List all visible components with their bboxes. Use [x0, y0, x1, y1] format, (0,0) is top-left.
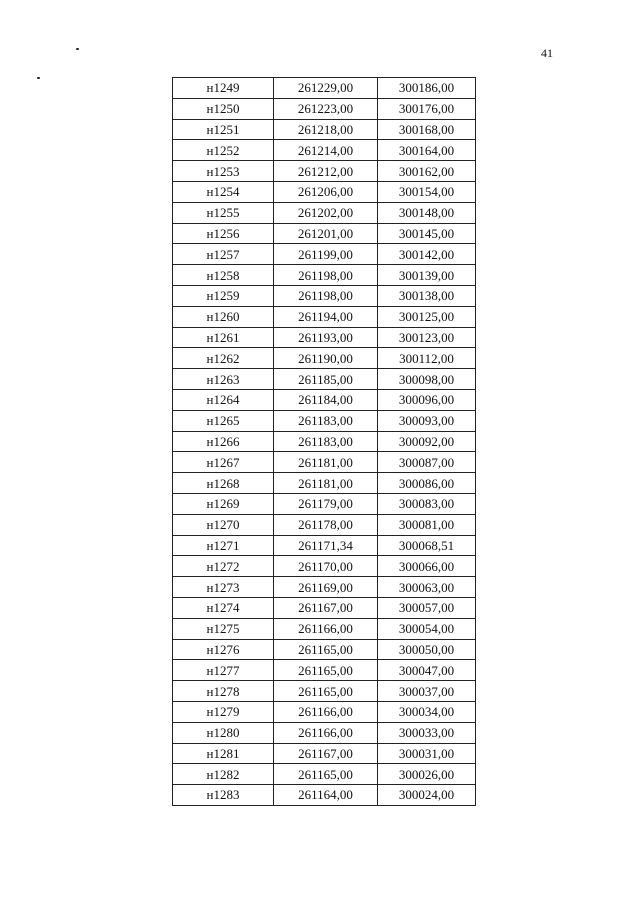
y-coordinate-cell: 300037,00 [378, 681, 476, 702]
y-coordinate-cell: 300123,00 [378, 327, 476, 348]
point-id-cell: н1269 [173, 493, 274, 514]
x-coordinate-cell: 261167,00 [274, 743, 378, 764]
table-row [173, 618, 476, 639]
point-id-cell: н1249 [173, 78, 274, 99]
x-coordinate-cell: 261167,00 [274, 597, 378, 618]
point-id-cell: н1280 [173, 722, 274, 743]
point-id-cell: н1261 [173, 327, 274, 348]
point-id-cell: н1279 [173, 701, 274, 722]
point-id-cell: н1263 [173, 369, 274, 390]
x-coordinate-cell: 261165,00 [274, 660, 378, 681]
x-coordinate-cell: 261166,00 [274, 701, 378, 722]
table-row [173, 514, 476, 535]
y-coordinate-cell: 300087,00 [378, 452, 476, 473]
y-coordinate-cell: 300081,00 [378, 514, 476, 535]
y-coordinate-cell: 300024,00 [378, 785, 476, 806]
table-row [173, 597, 476, 618]
y-coordinate-cell: 300148,00 [378, 202, 476, 223]
point-id-cell: н1253 [173, 161, 274, 182]
x-coordinate-cell: 261179,00 [274, 493, 378, 514]
table-row [173, 223, 476, 244]
coordinates-table-body [173, 78, 476, 806]
x-coordinate-cell: 261194,00 [274, 306, 378, 327]
table-row [173, 410, 476, 431]
x-coordinate-cell: 261181,00 [274, 473, 378, 494]
x-coordinate-cell: 261190,00 [274, 348, 378, 369]
x-coordinate-cell: 261165,00 [274, 764, 378, 785]
y-coordinate-cell: 300068,51 [378, 535, 476, 556]
table-row [173, 785, 476, 806]
x-coordinate-cell: 261165,00 [274, 639, 378, 660]
table-row [173, 722, 476, 743]
x-coordinate-cell: 261199,00 [274, 244, 378, 265]
x-coordinate-cell: 261170,00 [274, 556, 378, 577]
table-row [173, 119, 476, 140]
point-id-cell: н1271 [173, 535, 274, 556]
y-coordinate-cell: 300033,00 [378, 722, 476, 743]
point-id-cell: н1256 [173, 223, 274, 244]
y-coordinate-cell: 300186,00 [378, 78, 476, 99]
table-row [173, 140, 476, 161]
y-coordinate-cell: 300142,00 [378, 244, 476, 265]
x-coordinate-cell: 261171,34 [274, 535, 378, 556]
table-row [173, 681, 476, 702]
point-id-cell: н1274 [173, 597, 274, 618]
table-row [173, 244, 476, 265]
table-row [173, 452, 476, 473]
y-coordinate-cell: 300026,00 [378, 764, 476, 785]
y-coordinate-cell: 300092,00 [378, 431, 476, 452]
table-row [173, 743, 476, 764]
table-row [173, 701, 476, 722]
x-coordinate-cell: 261165,00 [274, 681, 378, 702]
point-id-cell: н1283 [173, 785, 274, 806]
y-coordinate-cell: 300098,00 [378, 369, 476, 390]
x-coordinate-cell: 261166,00 [274, 618, 378, 639]
y-coordinate-cell: 300154,00 [378, 181, 476, 202]
y-coordinate-cell: 300086,00 [378, 473, 476, 494]
table-row [173, 493, 476, 514]
scan-speck [37, 77, 40, 79]
point-id-cell: н1262 [173, 348, 274, 369]
point-id-cell: н1278 [173, 681, 274, 702]
page-number: 41 [541, 46, 553, 60]
table-row [173, 535, 476, 556]
x-coordinate-cell: 261212,00 [274, 161, 378, 182]
table-row [173, 78, 476, 99]
table-row [173, 431, 476, 452]
table-row [173, 181, 476, 202]
point-id-cell: н1282 [173, 764, 274, 785]
scan-speck [76, 48, 79, 50]
coordinates-table [172, 77, 476, 806]
y-coordinate-cell: 300066,00 [378, 556, 476, 577]
y-coordinate-cell: 300096,00 [378, 389, 476, 410]
x-coordinate-cell: 261201,00 [274, 223, 378, 244]
table-row [173, 265, 476, 286]
point-id-cell: н1259 [173, 285, 274, 306]
table-row [173, 577, 476, 598]
x-coordinate-cell: 261184,00 [274, 389, 378, 410]
x-coordinate-cell: 261166,00 [274, 722, 378, 743]
point-id-cell: н1252 [173, 140, 274, 161]
point-id-cell: н1270 [173, 514, 274, 535]
table-row [173, 660, 476, 681]
point-id-cell: н1251 [173, 119, 274, 140]
table-row [173, 98, 476, 119]
table-row [173, 285, 476, 306]
point-id-cell: н1281 [173, 743, 274, 764]
y-coordinate-cell: 300050,00 [378, 639, 476, 660]
y-coordinate-cell: 300047,00 [378, 660, 476, 681]
table-row [173, 639, 476, 660]
x-coordinate-cell: 261164,00 [274, 785, 378, 806]
point-id-cell: н1255 [173, 202, 274, 223]
table-row [173, 306, 476, 327]
y-coordinate-cell: 300164,00 [378, 140, 476, 161]
y-coordinate-cell: 300057,00 [378, 597, 476, 618]
x-coordinate-cell: 261198,00 [274, 265, 378, 286]
point-id-cell: н1258 [173, 265, 274, 286]
point-id-cell: н1257 [173, 244, 274, 265]
x-coordinate-cell: 261223,00 [274, 98, 378, 119]
y-coordinate-cell: 300031,00 [378, 743, 476, 764]
x-coordinate-cell: 261193,00 [274, 327, 378, 348]
table-row [173, 161, 476, 182]
point-id-cell: н1268 [173, 473, 274, 494]
y-coordinate-cell: 300063,00 [378, 577, 476, 598]
x-coordinate-cell: 261185,00 [274, 369, 378, 390]
table-row [173, 764, 476, 785]
x-coordinate-cell: 261183,00 [274, 410, 378, 431]
y-coordinate-cell: 300138,00 [378, 285, 476, 306]
table-row [173, 369, 476, 390]
point-id-cell: н1250 [173, 98, 274, 119]
x-coordinate-cell: 261206,00 [274, 181, 378, 202]
x-coordinate-cell: 261183,00 [274, 431, 378, 452]
point-id-cell: н1276 [173, 639, 274, 660]
point-id-cell: н1254 [173, 181, 274, 202]
y-coordinate-cell: 300162,00 [378, 161, 476, 182]
point-id-cell: н1273 [173, 577, 274, 598]
point-id-cell: н1265 [173, 410, 274, 431]
y-coordinate-cell: 300112,00 [378, 348, 476, 369]
point-id-cell: н1272 [173, 556, 274, 577]
table-row [173, 348, 476, 369]
point-id-cell: н1264 [173, 389, 274, 410]
x-coordinate-cell: 261229,00 [274, 78, 378, 99]
x-coordinate-cell: 261169,00 [274, 577, 378, 598]
point-id-cell: н1260 [173, 306, 274, 327]
table-row [173, 327, 476, 348]
y-coordinate-cell: 300093,00 [378, 410, 476, 431]
table-row [173, 473, 476, 494]
x-coordinate-cell: 261181,00 [274, 452, 378, 473]
x-coordinate-cell: 261202,00 [274, 202, 378, 223]
table-row [173, 556, 476, 577]
table-row [173, 202, 476, 223]
y-coordinate-cell: 300054,00 [378, 618, 476, 639]
y-coordinate-cell: 300034,00 [378, 701, 476, 722]
point-id-cell: н1267 [173, 452, 274, 473]
x-coordinate-cell: 261218,00 [274, 119, 378, 140]
x-coordinate-cell: 261198,00 [274, 285, 378, 306]
y-coordinate-cell: 300145,00 [378, 223, 476, 244]
x-coordinate-cell: 261178,00 [274, 514, 378, 535]
y-coordinate-cell: 300125,00 [378, 306, 476, 327]
y-coordinate-cell: 300139,00 [378, 265, 476, 286]
x-coordinate-cell: 261214,00 [274, 140, 378, 161]
table-row [173, 389, 476, 410]
point-id-cell: н1266 [173, 431, 274, 452]
point-id-cell: н1275 [173, 618, 274, 639]
point-id-cell: н1277 [173, 660, 274, 681]
y-coordinate-cell: 300176,00 [378, 98, 476, 119]
y-coordinate-cell: 300083,00 [378, 493, 476, 514]
y-coordinate-cell: 300168,00 [378, 119, 476, 140]
